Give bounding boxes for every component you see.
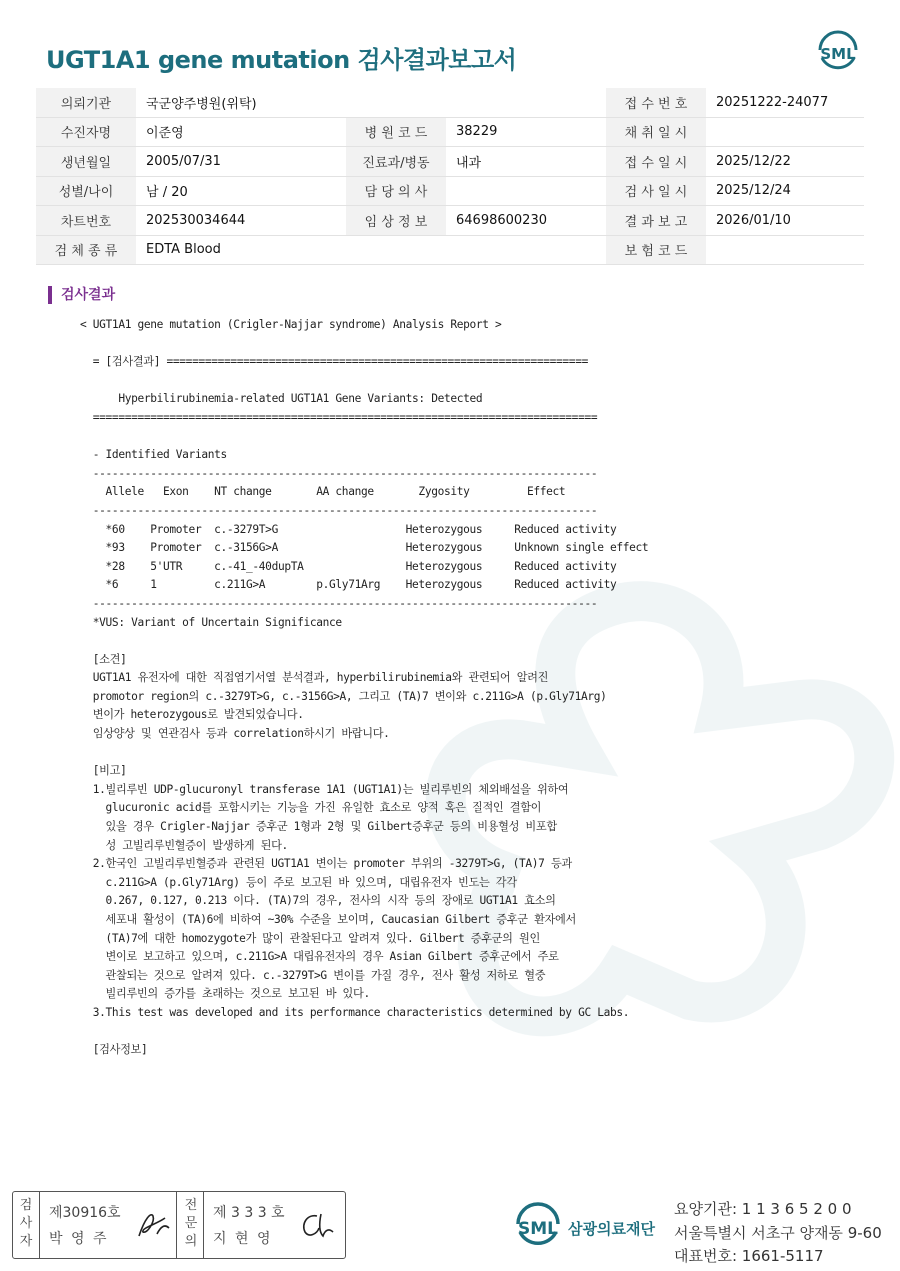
label-specimen-type: 검 체 종 류 (36, 235, 136, 265)
label-chart-no: 차트번호 (36, 206, 136, 236)
info-row (36, 88, 864, 117)
organization-name: 삼광의료재단 (568, 1220, 655, 1238)
sml-logo-text: SML (820, 45, 856, 63)
inspector-name: 박 영 주 (49, 1231, 109, 1247)
signature-box (12, 1191, 346, 1259)
label-hospital-code: 병 원 코 드 (346, 117, 446, 147)
info-row (36, 147, 864, 177)
inspector-label: 검사자 (19, 1198, 33, 1249)
label-insurance-code: 보 험 코 드 (606, 235, 706, 265)
value-specimen-type: EDTA Blood (136, 235, 606, 265)
care-institution-number: 요양기관: 1 1 3 6 5 2 0 0 (674, 1200, 852, 1218)
inspector-signature-icon (135, 1208, 175, 1242)
label-birth-date: 생년월일 (36, 147, 136, 177)
section-title-results: 검사결과 (48, 286, 115, 304)
label-physician: 담 당 의 사 (346, 176, 446, 206)
value-chart-no: 202530034644 (136, 206, 346, 236)
inspector-license-no: 제30916호 (49, 1205, 121, 1221)
value-report-date: 2026/01/10 (706, 206, 864, 236)
info-row (36, 235, 864, 265)
patient-info-table (36, 88, 864, 265)
organization-address: 서울특별시 서초구 양재동 9-60 (674, 1224, 882, 1242)
value-clinical-info: 64698600230 (446, 206, 606, 236)
value-sex-age: 남 / 20 (136, 176, 346, 206)
value-collection-date (706, 117, 864, 147)
value-patient-name: 이준영 (136, 117, 346, 147)
value-test-date: 2025/12/24 (706, 176, 864, 206)
label-patient-name: 수진자명 (36, 117, 136, 147)
specialist-signature-icon (297, 1210, 337, 1242)
info-row (36, 176, 864, 206)
value-received-date: 2025/12/22 (706, 147, 864, 177)
value-insurance-code (706, 235, 864, 265)
label-test-date: 검 사 일 시 (606, 176, 706, 206)
sml-foundation-logo-icon (510, 1200, 566, 1252)
label-clinical-info: 임 상 정 보 (346, 206, 446, 236)
report-body: < UGT1A1 gene mutation (Crigler-Najjar syndrome) Analysis Report > = [검사결과] ================================================================== Hyperbilirubinemia-related UGT1A1 Gene Variants: Detected =============================================================================== - Identified Variants ------------------------------------------------------------------------------- Allele Exon NT change AA change Zygosity Effect ------------------------------------------------------------------------------- *60 Promoter c.-3279T>G Heterozygous Reduced activity *93 Promoter c.-3156G>A Heterozygous Unknown single effect *28 5'UTR c.-41_-40dupTA Heterozygous Reduced activity *6 1 c.211G>A p.Gly71Arg Heterozygous Reduced activity ------------------------------------------------------------------------------- *VUS: Variant of Uncertain Significance [소견] UGT1A1 유전자에 대한 직접염기서열 분석결과, hyperbilirubinemia와 관련되어 알려진 promotor region의 c.-3279T>G, c.-3156G>A, 그리고 (TA)7 변이와 c.211G>A (p.Gly71Arg) 변이가 heterozygous로 발견되었습니다. 임상양상 및 연관검사 등과 correlation하시기 바랍니다. [비고] 1.빌리루빈 UDP-glucuronyl transferase 1A1 (UGT1A1)는 빌리루빈의 체외배설을 위하여 glucuronic acid를 포함시키는 기능을 가진 유일한 효소로 양적 혹은 질적인 결함이 있을 경우 Crigler-Najjar 증후군 1형과 2형 및 Gilbert증후군 등의 비용혈성 비포합 성 고빌리루빈혈증이 발생하게 된다. 2.한국인 고빌리루빈혈증과 관련된 UGT1A1 변이는 promoter 부위의 -3279T>G, (TA)7 등과 c.211G>A (p.Gly71Arg) 등이 주로 보고된 바 있으며, 대립유전자 빈도는 각각 0.267, 0.127, 0.213 이다. (TA)7의 경우, 전사의 시작 등의 장애로 UGT1A1 효소의 세포내 활성이 (TA)6에 비하여 ~30% 수준을 보이며, Caucasian Gilbert 증후군 환자에서 (TA)7에 대한 homozygote가 많이 관찰된다고 알려져 있다. Gilbert 증후군의 원인 변이로 보고하고 있으며, c.211G>A 대립유전자의 경우 Asian Gilbert 증후군에서 주로 관찰되는 것으로 알려져 있다. c.-3279T>G 변이를 가질 경우, 전사 활성 저하로 혈중 빌리루빈의 증가를 초래하는 것으로 보고된 바 있다. 3.This test was developed and its performance characteristics determined by GC Labs. [검사정보] (80, 318, 649, 1057)
info-row (36, 206, 864, 236)
value-requesting-org: 국군양주병원(위탁) (136, 88, 606, 117)
value-hospital-code: 38229 (446, 117, 606, 147)
sml-logo-icon (812, 28, 864, 76)
specialist-label: 전문의 (184, 1198, 198, 1249)
label-accession-no: 접 수 번 호 (606, 88, 706, 117)
label-sex-age: 성별/나이 (36, 176, 136, 206)
value-birth-date: 2005/07/31 (136, 147, 346, 177)
label-requesting-org: 의뢰기관 (36, 88, 136, 117)
phone-number: 대표번호: 1661-5117 (674, 1247, 824, 1265)
label-report-date: 결 과 보 고 (606, 206, 706, 236)
label-department: 진료과/병동 (346, 147, 446, 177)
value-physician (446, 176, 606, 206)
specialist-license-no: 제 3 3 3 호 (213, 1205, 285, 1221)
label-received-date: 접 수 일 시 (606, 147, 706, 177)
value-department: 내과 (446, 147, 606, 177)
value-accession-no: 20251222-24077 (706, 88, 864, 117)
label-collection-date: 채 취 일 시 (606, 117, 706, 147)
info-row (36, 117, 864, 147)
specialist-name: 지 현 영 (213, 1231, 273, 1247)
sml-foundation-logo-text: SML (518, 1219, 558, 1239)
report-title: UGT1A1 gene mutation 검사결과보고서 (46, 46, 517, 74)
